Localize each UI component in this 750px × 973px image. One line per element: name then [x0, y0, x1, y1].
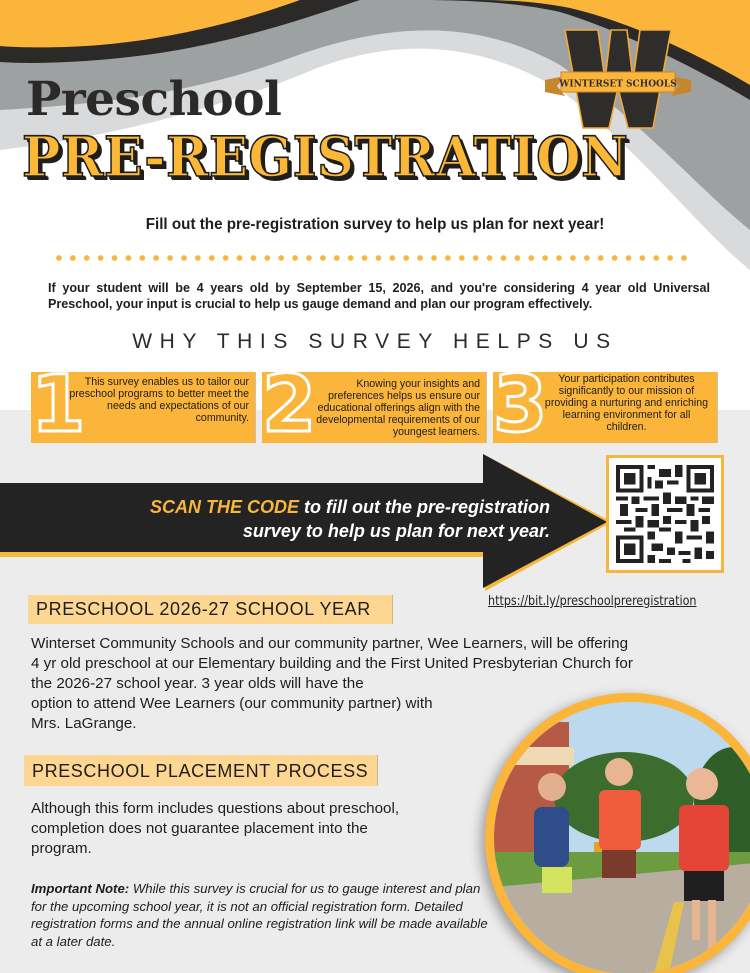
school-year-heading: PRESCHOOL 2026-27 SCHOOL YEAR: [28, 595, 393, 624]
number-2-icon: 2: [262, 360, 317, 450]
reason-card-text: Your participation contributes significantly to our mission of providing a nurturing and enriching learning environment for all children.: [544, 373, 709, 433]
qr-code[interactable]: [606, 455, 724, 573]
school-year-paragraph: Winterset Community Schools and our community partner, Wee Learners, will be offering 4 yr old preschool at our Elementary building and the First United Presbyterian Church for the 2026-27 school year. 3 year olds will have the option to attend Wee Learners (our community partner) with Mrs. LaGrange.: [31, 635, 633, 732]
placement-heading: PRESCHOOL PLACEMENT PROCESS: [24, 755, 378, 786]
reason-card-3: [493, 360, 718, 450]
winterset-schools-logo: [543, 28, 693, 133]
children-running-photo: [485, 693, 750, 973]
dotted-divider: [52, 254, 692, 262]
scan-the-code-text: SCAN THE CODE to fill out the pre-registration survey to help us plan for next year.: [149, 497, 550, 541]
intro-paragraph: If your student will be 4 years old by September 15, 2026, and you're considering 4 year old Universal Preschool, your input is crucial to help us gauge demand and plan our program effectively.: [48, 281, 710, 311]
survey-link[interactable]: https://bit.ly/preschoolpreregistration: [488, 593, 697, 609]
title-preschool: Preschool: [26, 72, 282, 127]
note-label: Important Note:: [31, 881, 130, 896]
reason-card-text: Knowing your insights and preferences helps us ensure our educational offerings align with the developmental requirements of our youngest learners.: [316, 378, 480, 438]
qr-code-icon: [616, 465, 714, 563]
svg-text:WINTERSET SCHOOLS: WINTERSET SCHOOLS: [559, 79, 677, 90]
reason-card-1: [31, 360, 256, 450]
number-1-icon: 1: [31, 360, 86, 450]
reason-card-2: [262, 360, 487, 450]
scan-highlight: SCAN THE CODE: [149, 497, 299, 517]
title-pre-registration: PRE-REGISTRATION: [22, 124, 629, 189]
placement-paragraph: Although this form includes questions about preschool, completion does not guarantee placement into the program.: [31, 800, 400, 857]
important-note: Important Note: While this survey is crucial for us to gauge interest and plan for the upcoming school year, it is not an official registration form. Detailed registration forms and the annual online registration link will be made available at a later date.: [31, 881, 488, 949]
reason-card-text: This survey enables us to tailor our preschool programs to better meet the needs and expectations of our community.: [69, 376, 249, 424]
subtitle: Fill out the pre-registration survey to help us plan for next year!: [145, 216, 605, 233]
why-heading: WHY THIS SURVEY HELPS US: [132, 330, 618, 353]
number-3-icon: 3: [493, 360, 548, 450]
